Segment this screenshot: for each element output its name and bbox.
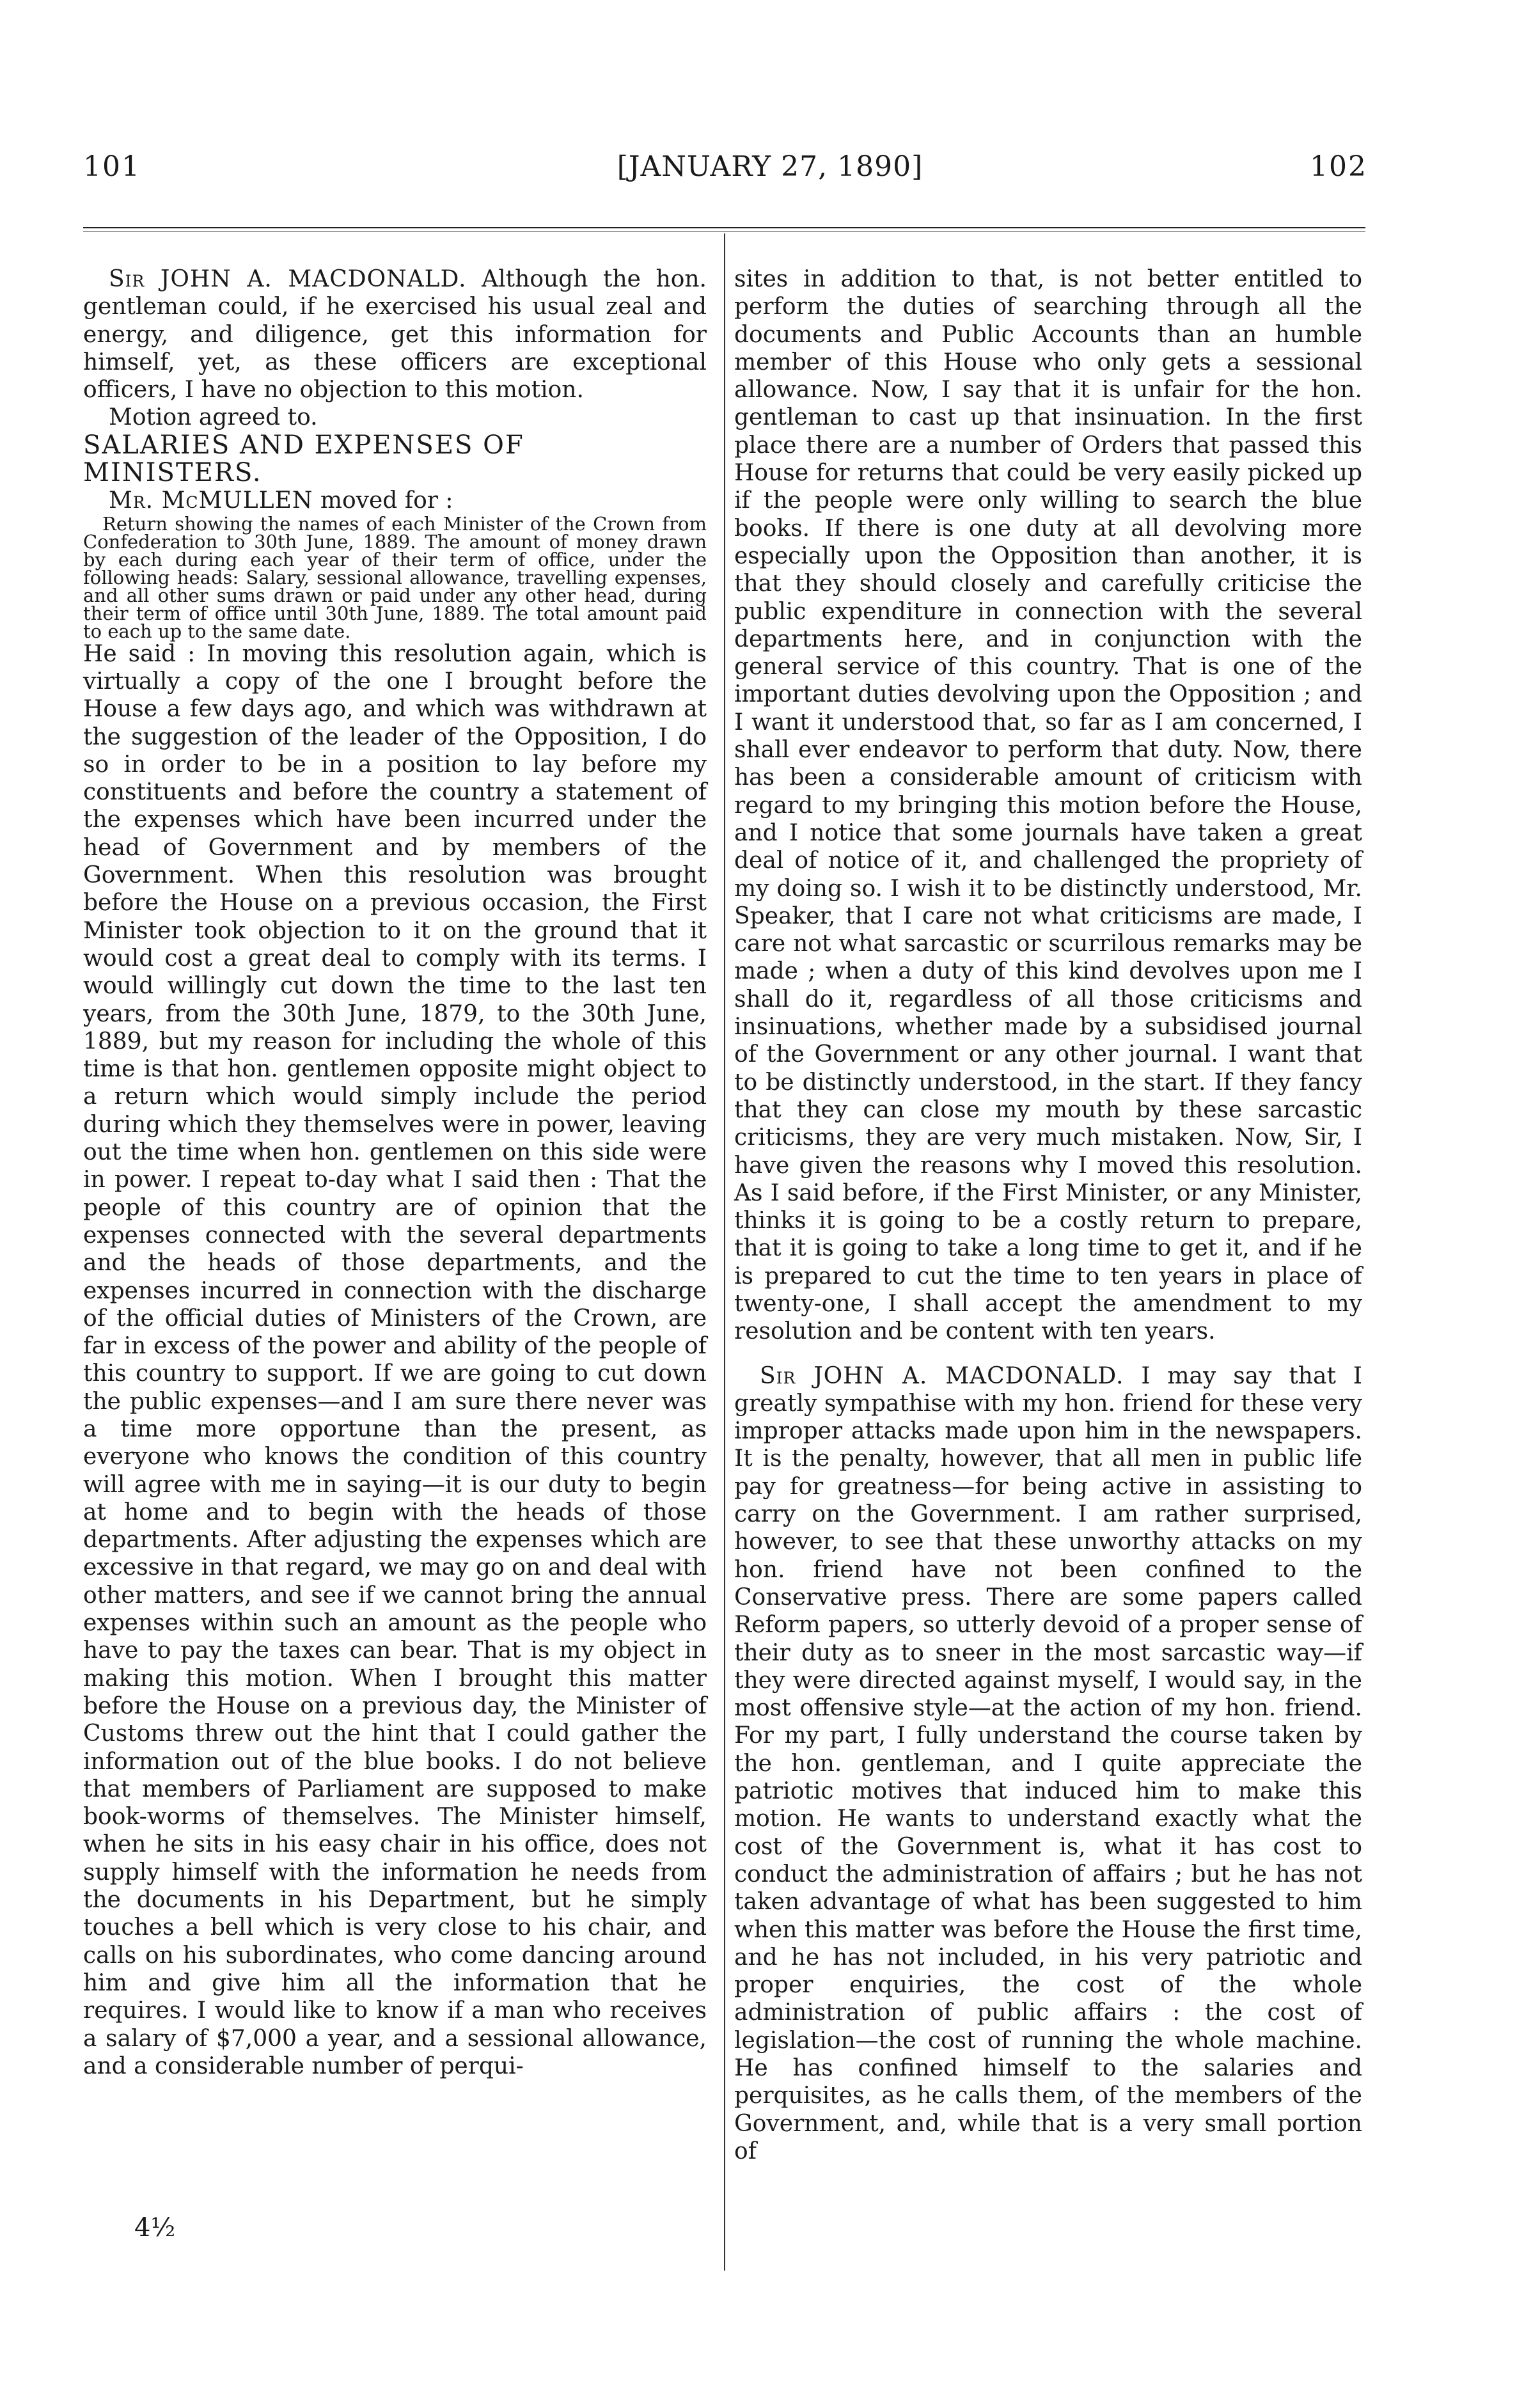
right-paragraph-1: sites in addition to that, is not better entitled to perform the duties of searching through all the documents and Public Accounts than an humble member of this House who only gets a sessional allowance. Now, I say that it is unfair for the hon. gentleman to cast up that insinuation. In the first place there are a number of Orders that passed this House for returns that could be very easily picked up if the people were only willing to search the blue books. If there is one duty at all devolving more especially upon the Opposition than another, it is that they should closely and carefully criticise the public expenditure in connection with the several departments here, and in conjunction with the general service of this country. That is one of the important duties devolving upon the Opposition ; and I want it understood that, so far as I am concerned, I shall ever endeavor to perform that duty. Now, there has been a considerable amount of criticism with regard to my bringing this motion before the House, and I notice that some journals have taken a great deal of notice of it, and challenged the propriety of my doing so. I wish it to be distinctly understood, Mr. Speaker, that I care not what criticisms are made, I care not what sarcastic or scurrilous remarks may be made ; when a duty of this kind devolves upon me I shall do it, regardless of all those criticisms and insinuations, whether made by a subsidised journal of the Government or any other journal. I want that to be distinctly understood, in the start. If they fancy that they can close my mouth by these sarcastic criticisms, they are very much mistaken. Now, Sir, I have given the reasons why I moved this resolution. As I said before, if the First Minister, or any Minister, thinks it is going to be a costly return to prepare, that it is going to take a long time to get it, and if he is prepared to cut the time to ten years in place of twenty-one, I shall accept the amendment to my resolution and be content with ten years. (734, 266, 1362, 1345)
left-paragraph-1 (83, 265, 707, 404)
paragraph-text: I may say that I greatly sympathise with my hon. friend for these very improper attacks made upon him in the newspapers. It is the penalty, however, that all men in public life pay for greatness—for being active in assisting to carry on the Government. I am rather surprised, however, to see that these unworthy attacks on my hon. friend have not been confined to the Conservative press. There are some papers called Reform papers, so utterly devoid of a proper sense of their duty as to sneer in the most sarcastic way—if they were directed against myself, I would say, in the most offensive style—at the action of my hon. friend. For my part, I fully understand the course taken by the hon. gentleman, and I quite appreciate the patriotic motives that induced him to make this motion. He wants to understand exactly what the cost of the Government is, what it has cost to conduct the administration of affairs ; but he has not taken advantage of what has been suggested to him when this matter was before the House the first time, and he has not included, in his very patriotic and proper enquiries, the cost of the whole administration of public affairs : the cost of legislation—the cost of running the whole machine. He has confined himself to the salaries and perquisites, as he calls them, of the members of the Government, and, while that is a very small portion of (734, 1362, 1362, 2164)
speaker-name: Mr. McMULLEN (109, 487, 313, 514)
left-paragraph-3 (83, 487, 707, 514)
page-number-right: 102 (1310, 150, 1367, 183)
right-paragraph-2 (734, 1362, 1362, 2166)
paragraph-text: Although the hon. gentleman could, if he exercised his usual zeal and energy, and diligence, get this information for himself, yet, as these officers are exceptional officers, I have no objection to this motion. (83, 266, 707, 404)
paragraph-text: moved for : (320, 487, 453, 514)
paragraph-gap (734, 1346, 1362, 1362)
speaker-name: Sir JOHN A. MACDONALD. (760, 1362, 1124, 1389)
header-rule (83, 227, 1365, 228)
page-header (0, 150, 1540, 208)
left-column (83, 265, 707, 2080)
page-date-title: [JANUARY 27, 1890] (617, 150, 923, 183)
column-divider (724, 233, 725, 2271)
speaker-name: Sir JOHN A. MACDONALD. (109, 266, 467, 292)
section-heading: SALARIES AND EXPENSES OF MINISTERS. (83, 430, 524, 488)
page-number-left: 101 (83, 150, 141, 183)
left-paragraph-4: He said : In moving this resolution again, which is virtually a copy of the one I brought before the House a few days ago, and which was withdrawn at the suggestion of the leader of the Opposition, I do so in order to be in a position to lay before my constituents and before the country a statement of the expenses which have been incurred under the head of Government and by members of the Government. When this resolution was brought before the House on a previous occasion, the First Minister took objection to it on the ground that it would cost a great deal to comply with its terms. I would willingly cut down the time to the last ten years, from the 30th June, 1879, to the 30th June, 1889, but my reason for including the whole of this time is that hon. gentlemen opposite might object to a return which would simply include the period during which they themselves were in power, leaving out the time when hon. gentlemen on this side were in power. I repeat to-day what I said then : That the people of this country are of opinion that the expenses connected with the several departments and the heads of those departments, and the expenses incurred in connection with the discharge of the official duties of Ministers of the Crown, are far in excess of the power and ability of the people of this country to support. If we are going to cut down the public expenses—and I am sure there never was a time more opportune than the present, as everyone who knows the condition of this country will agree with me in saying—it is our duty to begin at home and to begin with the heads of those departments. After adjusting the expenses which are excessive in that regard, we may go on and deal with other matters, and see if we cannot bring the annual expenses within such an amount as the people who have to pay the taxes can bear. That is my object in making this motion. When I brought this matter before the House on a previous day, the Minister of Customs threw out the hint that I could gather the information out of the blue books. I do not believe that members of Parliament are supposed to make book-worms of themselves. The Minister himself, when he sits in his easy chair in his office, does not supply himself with the information he needs from the documents in his Department, but he simply touches a bell which is very close to his chair, and calls on his subordinates, who come dancing around him and give him all the information that he requires. I would like to know if a man who receives a salary of $7,000 a year, and a sessional allowance, and a considerable number of perqui- (83, 640, 707, 2079)
motion-result: Motion agreed to. (109, 404, 318, 431)
right-column (734, 265, 1362, 2165)
signature-mark: 4½ (134, 2213, 176, 2242)
return-motion-text: Return showing the names of each Minister of the Crown from Confederation to 30th June, 1889. The amount of money drawn by each during each year of their term of office, under the following heads: Salary, sessional allowance, travelling expenses, and all other sums drawn or paid under any other head, during their term of office until 30th June, 1889. The total amount paid to each up to the same date. (83, 512, 707, 642)
